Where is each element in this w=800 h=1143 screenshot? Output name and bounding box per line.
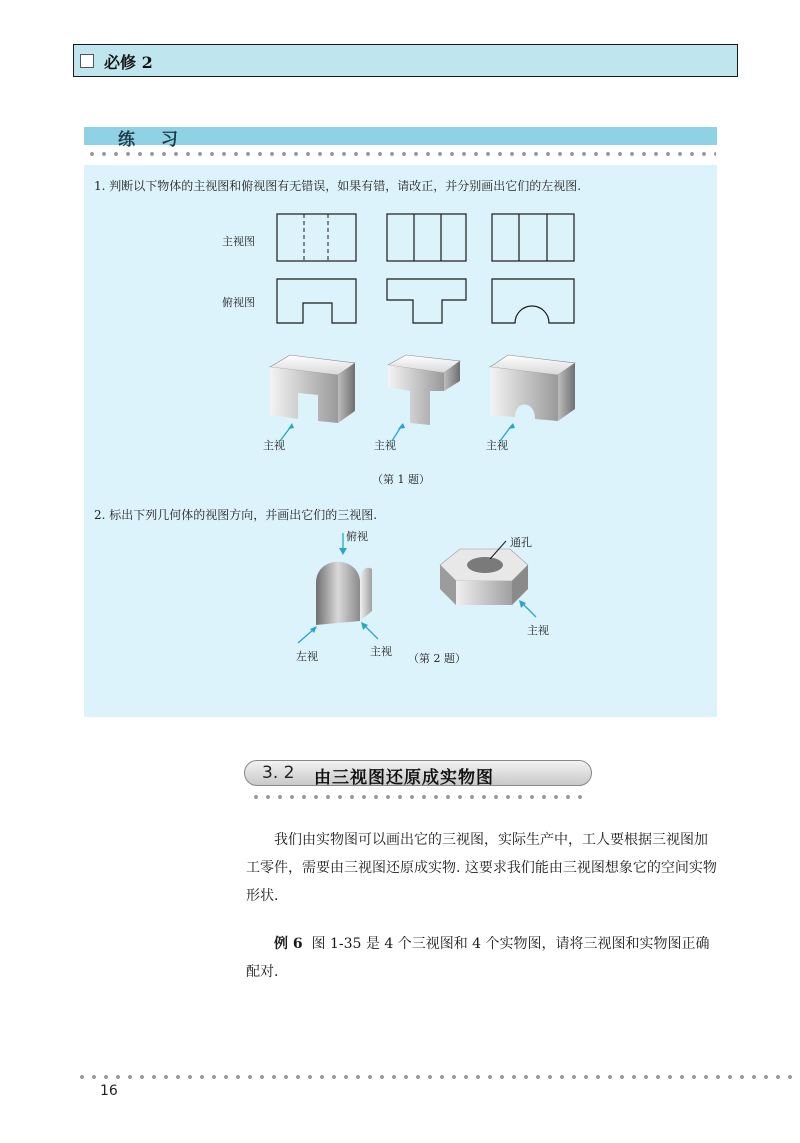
top-view-2 (387, 279, 466, 323)
question-2-figures (280, 525, 580, 660)
example-label: 例 6 (274, 936, 303, 952)
page-number: 16 (100, 1083, 118, 1099)
top-view-row-label: 俯视图 (222, 296, 255, 309)
dotted-divider (86, 151, 716, 157)
question-2-caption: （第 2 题） (408, 652, 466, 665)
section-title: 由三视图还原成实物图 (314, 768, 494, 788)
header-bar (73, 44, 738, 77)
footer-dotted-divider (76, 1074, 796, 1080)
arch-solid (316, 562, 372, 625)
question-2-text: 2. 标出下列几何体的视图方向，并画出它们的三视图. (94, 508, 378, 522)
through-hole-label: 通孔 (510, 536, 532, 549)
section-number: 3. 2 (262, 763, 295, 783)
front-view-row-label: 主视图 (222, 235, 255, 248)
example-paragraph (246, 930, 718, 986)
view-label-2: 主视 (374, 439, 396, 452)
front-view-3 (492, 214, 574, 261)
question-1-text: 1. 判断以下物体的主视图和俯视图有无错误，如果有错，请改正，并分别画出它们的左视图. (94, 179, 582, 193)
front-view-2 (387, 214, 466, 261)
left-view-arrow-label: 左视 (296, 650, 318, 663)
hex-nut-solid (440, 549, 528, 605)
view-label-3: 主视 (486, 439, 508, 452)
solid-2 (388, 355, 460, 425)
top-view-1 (277, 279, 356, 323)
front-view-arrow-label-a: 主视 (370, 645, 392, 658)
example-text: 图 1-35 是 4 个三视图和 4 个实物图，请将三视图和实物图正确配对. (246, 936, 710, 980)
view-label-1: 主视 (263, 439, 285, 452)
top-view-arrow-label: 俯视 (346, 530, 368, 543)
section-dotted-divider (250, 794, 586, 800)
body-paragraph-1: 我们由实物图可以画出它的三视图，实际生产中，工人要根据三视图加工零件，需要由三视图还原成实物. 这要求我们能由三视图想象它的空间实物形状. (246, 832, 717, 904)
header-title: 必修 2 (104, 53, 153, 72)
exercise-title: 练 习 (118, 130, 188, 150)
header-square-icon (80, 54, 94, 68)
three-view-drawings (270, 205, 590, 335)
solid-3 (490, 355, 575, 421)
front-view-arrow-label-b: 主视 (527, 624, 549, 637)
question-1-caption: （第 1 题） (372, 473, 430, 486)
top-view-3 (492, 279, 574, 323)
front-view-1 (277, 214, 356, 261)
solid-figures (260, 345, 590, 455)
solid-1 (270, 355, 355, 423)
